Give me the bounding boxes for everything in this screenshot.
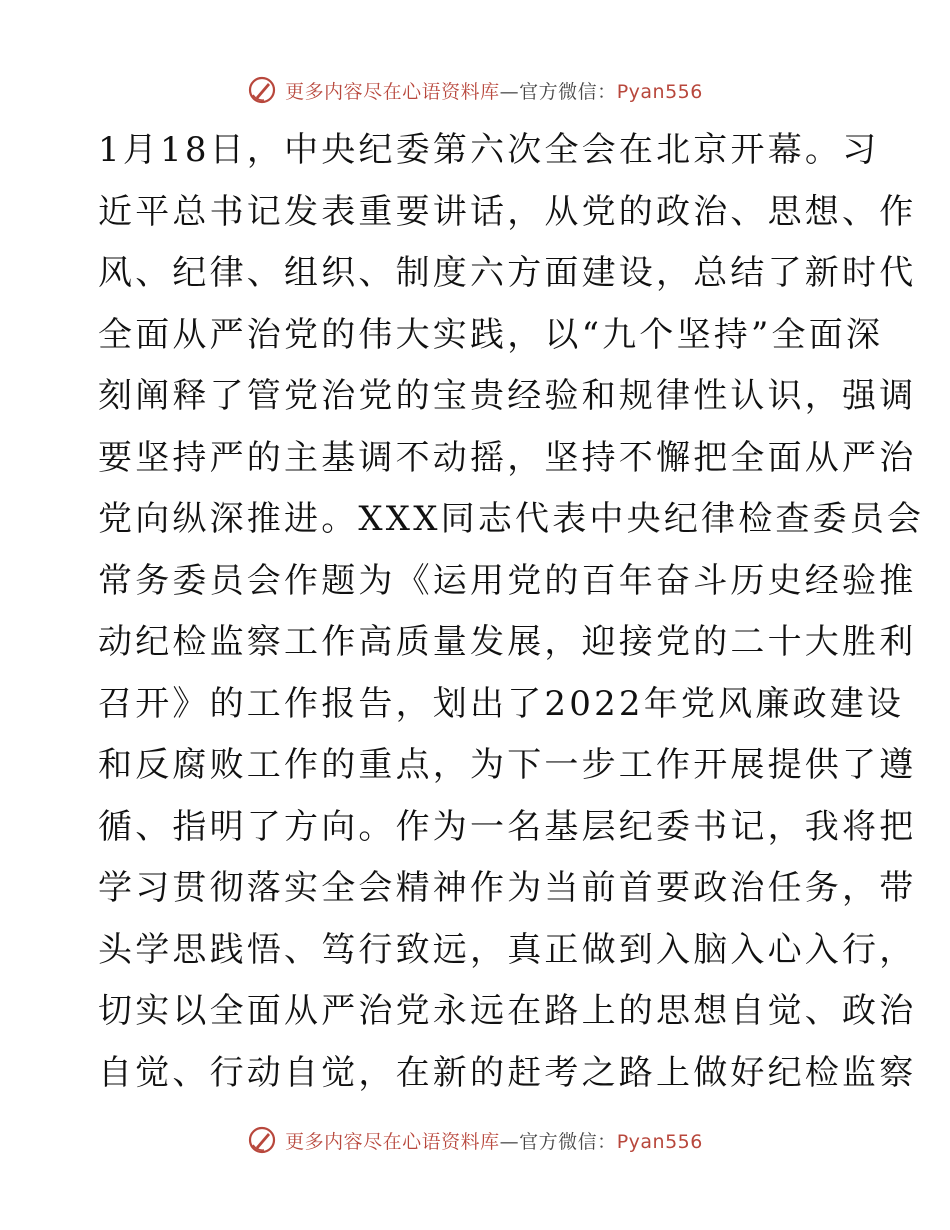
text-line: 要坚持严的主基调不动摇，坚持不懈把全面从严治 bbox=[98, 437, 917, 478]
text-line: 循、指明了方向。作为一名基层纪委书记，我将把 bbox=[98, 806, 917, 847]
text-line: 风、纪律、组织、制度六方面建设，总结了新时代 bbox=[98, 253, 917, 293]
text-line: 切实以全面从严治党永远在路上的思想自觉、政治 bbox=[98, 991, 917, 1031]
document-body bbox=[98, 120, 925, 1104]
watermark-wechat-id: Pyan556 bbox=[616, 1130, 703, 1153]
text-line: 党向纵深推进。XXX同志代表中央纪律检查委员会 bbox=[98, 499, 925, 539]
text-line: 1月18日，中央纪委第六次全会在北京开幕。习 bbox=[98, 130, 880, 170]
watermark-separator: — bbox=[499, 1130, 520, 1153]
text-line: 自觉、行动自觉，在新的赶考之路上做好纪检监察 bbox=[98, 1052, 917, 1093]
text-line: 近平总书记发表重要讲话，从党的政治、思想、作 bbox=[98, 191, 917, 232]
quill-logo-icon bbox=[247, 1125, 277, 1155]
text-line: 常务委员会作题为《运用党的百年奋斗历史经验推 bbox=[98, 560, 917, 601]
watermark-site-text: 更多内容尽在心语资料库 bbox=[285, 80, 500, 103]
footer-watermark bbox=[0, 1120, 950, 1160]
watermark-wechat-label: 官方微信： bbox=[519, 80, 617, 103]
quill-logo-icon bbox=[247, 75, 277, 105]
text-line: 学习贯彻落实全会精神作为当前首要政治任务，带 bbox=[98, 868, 917, 908]
text-line: 和反腐败工作的重点，为下一步工作开展提供了遵 bbox=[98, 745, 917, 785]
watermark-wechat-id: Pyan556 bbox=[616, 80, 703, 103]
watermark-separator: — bbox=[499, 80, 520, 103]
text-line: 刻阐释了管党治党的宝贵经验和规律性认识，强调 bbox=[98, 376, 917, 416]
watermark-text bbox=[285, 77, 703, 104]
text-line: 头学思践悟、笃行致远，真正做到入脑入心入行， bbox=[98, 929, 917, 970]
text-line: 动纪检监察工作高质量发展，迎接党的二十大胜利 bbox=[98, 622, 917, 662]
header-watermark bbox=[0, 70, 950, 110]
watermark-wechat-label: 官方微信： bbox=[519, 1130, 617, 1153]
watermark-site-text: 更多内容尽在心语资料库 bbox=[285, 1130, 500, 1153]
text-line: 召开》的工作报告，划出了2022年党风廉政建设 bbox=[98, 683, 905, 724]
text-line: 全面从严治党的伟大实践，以“九个坚持”全面深 bbox=[98, 314, 884, 355]
watermark-text bbox=[285, 1127, 703, 1154]
